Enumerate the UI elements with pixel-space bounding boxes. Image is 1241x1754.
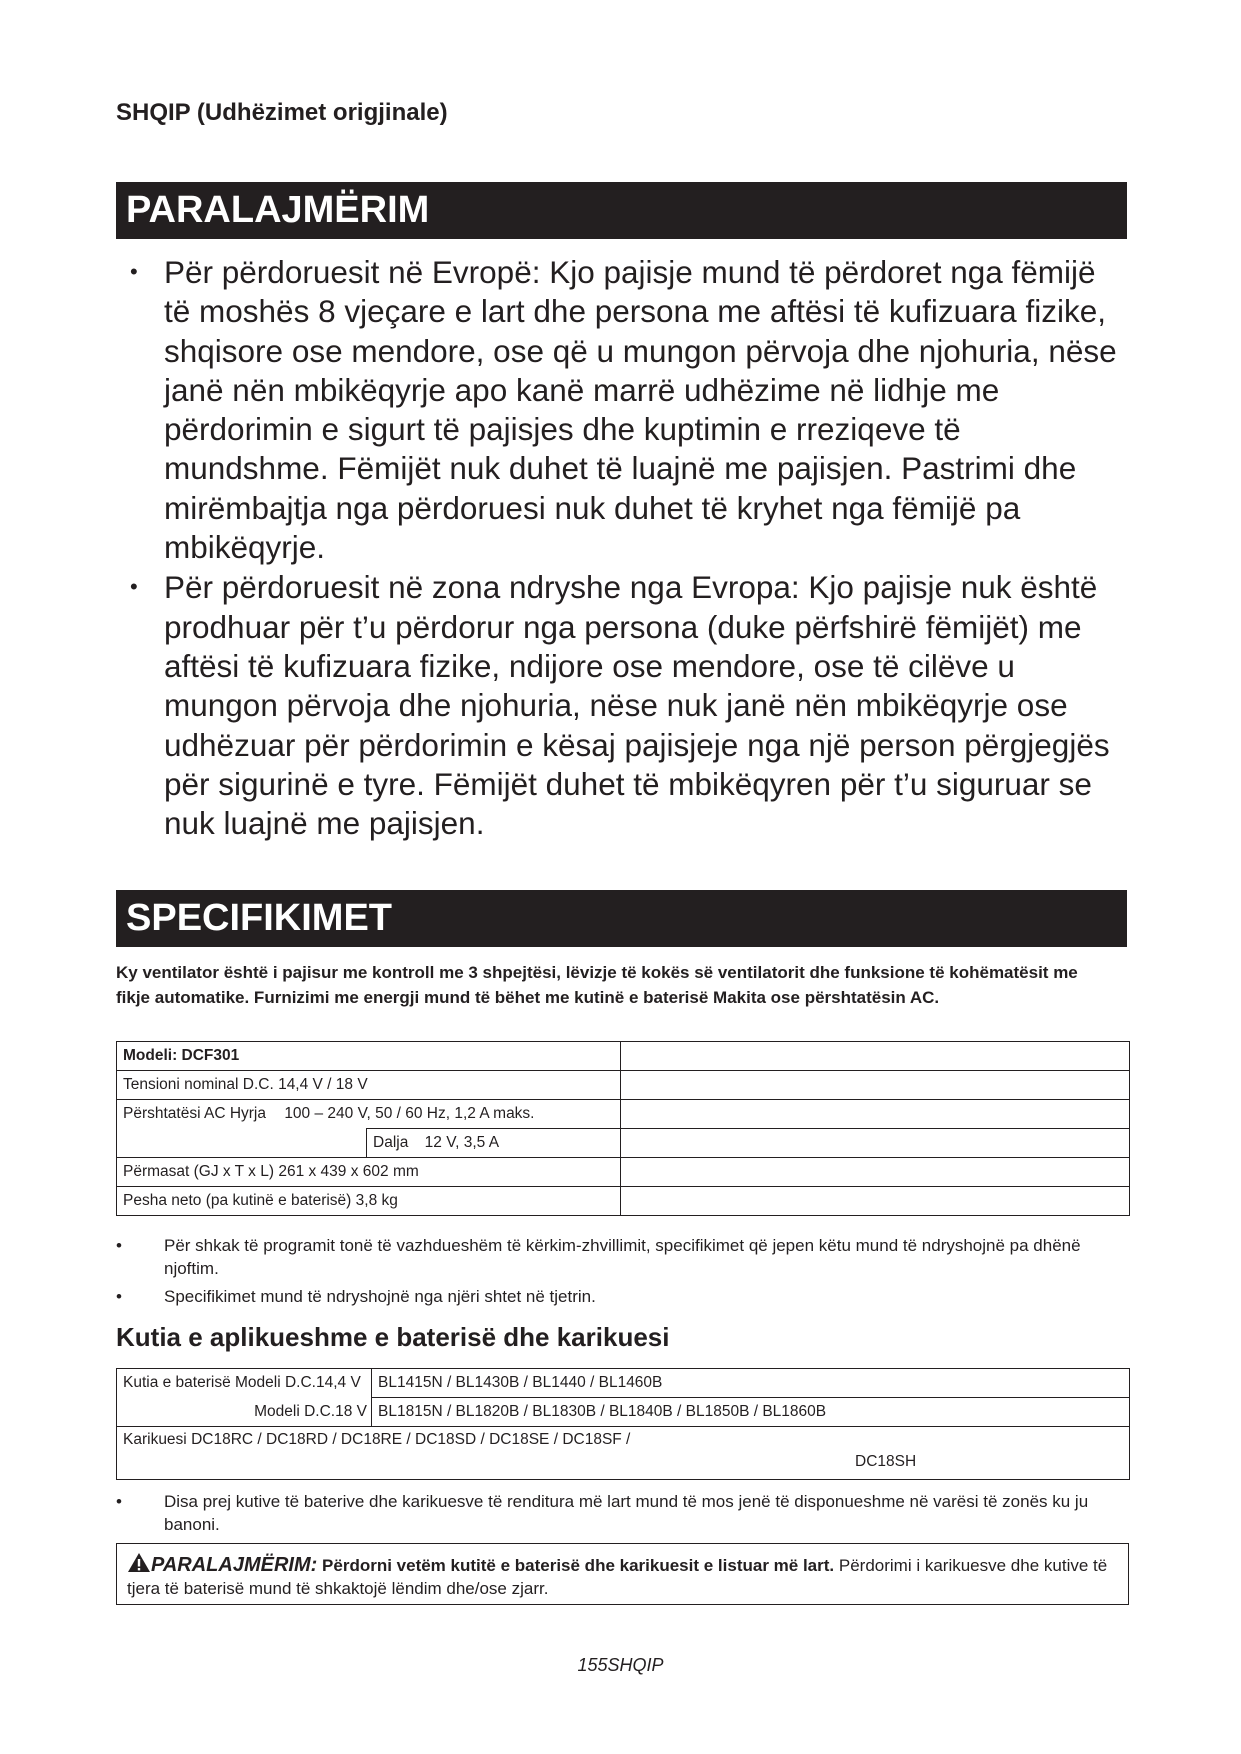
note-text: Specifikimet mund të ndryshojnë nga njëri shtet në tjetrin. [164,1287,596,1306]
adapter-label: Përshtatësi AC Hyrja [123,1105,266,1122]
empty-cell [621,1100,1130,1129]
bullet-icon: • [116,1287,122,1306]
warning-list [116,252,1127,843]
battery-18-cell: BL1815N / BL1820B / BL1830B / BL1840B / BL1850B / BL1860B [372,1398,1130,1427]
charger-last-model: DC18SH [855,1453,917,1470]
adapter-input-cell [117,1100,621,1129]
table-row [117,1071,1130,1100]
list-item [116,1285,1127,1308]
model-cell: Modeli: DCF301 [117,1042,621,1071]
specs-notes [116,1234,1127,1313]
warning-text: Përdorimi i karikuesve dhe kutive të tjera të baterisë mund të shkaktojë lëndim dhe/ose zjarr. [127,1556,1108,1598]
specs-section-title: SPECIFIKIMET [116,890,1127,947]
empty-cell [117,1129,367,1158]
charger-cell [117,1427,1130,1480]
table-row [117,1427,1130,1480]
empty-cell [621,1187,1130,1216]
table-row [117,1398,1130,1427]
note-text: Për shkak të programit tonë të vazhdueshëm të kërkim-zhvillimit, specifikimet që jepen këtu mund të ndryshojnë pa dhënë njoftim. [164,1236,1081,1278]
note-text: Disa prej kutive të baterive dhe karikuesve të renditura më lart mund të mos jenë të disponueshme në varësi të zonës ku ju banoni. [164,1492,1089,1534]
bullet-icon: • [116,1492,122,1511]
table-row [117,1369,1130,1398]
empty-cell [621,1129,1130,1158]
warning-item-text: Për përdoruesit në zona ndryshe nga Evropa: Kjo pajisje nuk është prodhuar për t’u përdorur nga persona (duke përfshirë fëmijët) me aftësi të kufizuara fizike, ndijore ose mendore, ose të cilëve u mungon përvoja dhe njohuria, nëse nuk janë nën mbikëqyrje ose udhëzuar për përdorimin e kësaj pajisjeje nga një person përgjegjës për sigurinë e tyre. Fëmijët duhet të mbikëqyren për t’u siguruar se nuk luajnë me pajisjen. [164,569,1110,842]
warning-section-title: PARALAJMËRIM [116,182,1127,239]
warning-label: PARALAJMËRIM: [151,1554,318,1576]
battery-notes [116,1490,1127,1541]
empty-cell [621,1071,1130,1100]
list-item [116,1490,1127,1536]
battery-label-cell: Kutia e baterisë Modeli D.C.14,4 V [117,1369,372,1398]
bullet-icon: • [116,1236,122,1255]
warning-strong-text: Përdorni vetëm kutitë e baterisë dhe karikuesit e listuar më lart. [322,1556,835,1575]
battery-18-label-cell: Modeli D.C.18 V [117,1398,372,1427]
language-title: SHQIP (Udhëzimet origjinale) [116,99,448,126]
table-row [117,1042,1130,1071]
table-row [117,1129,1130,1158]
adapter-output-label: Dalja [373,1134,409,1151]
specs-table [116,1041,1130,1216]
bullet-icon: • [130,259,138,284]
charger-models: DC18RC / DC18RD / DC18RE / DC18SD / DC18SE / DC18SF / [191,1431,631,1448]
specs-intro: Ky ventilator është i pajisur me kontroll me 3 shpejtësi, lëvizje të kokës së ventilatorit dhe funksione të kohëmatësit me fikje automatike. Furnizimi me energji mund të bëhet me kutinë e baterisë Makita ose përshtatësin AC. [116,963,1078,1007]
adapter-output-cell [367,1129,621,1158]
warning-item-text: Për përdoruesit në Evropë: Kjo pajisje mund të përdoret nga fëmijë të moshës 8 vjeçare e lart dhe persona me aftësi të kufizuara fizike, shqisore ose mendore, ose që u mungon përvoja dhe njohuria, nëse janë nën mbikëqyrje apo kanë marrë udhëzime në lidhje me përdorimin e sigurt të pajisjes dhe kuptimin e rreziqeve të mundshme. Fëmijët nuk duhet të luajnë me pajisjen. Pastrimi dhe mirëmbajtja nga përdoruesi nuk duhet të kryhet nga fëmijë pa mbikëqyrje. [164,254,1117,566]
bullet-icon: • [130,574,138,600]
empty-cell [621,1158,1130,1187]
battery-144-cell: BL1415N / BL1430B / BL1440 / BL1460B [372,1369,1130,1398]
table-row [117,1100,1130,1129]
battery-warning-box [116,1543,1129,1605]
voltage-cell: Tensioni nominal D.C. 14,4 V / 18 V [117,1071,621,1100]
warning-item [116,252,1127,567]
warning-item [116,567,1127,843]
adapter-output: 12 V, 3,5 A [424,1134,500,1151]
dimensions-cell: Përmasat (GJ x T x L) 261 x 439 x 602 mm [117,1158,621,1187]
charger-label: Karikuesi [123,1431,187,1448]
empty-cell [621,1042,1130,1071]
weight-cell: Pesha neto (pa kutinë e baterisë) 3,8 kg [117,1187,621,1216]
table-row [117,1187,1130,1216]
adapter-input: 100 – 240 V, 50 / 60 Hz, 1,2 A maks. [284,1105,535,1122]
battery-section-title: Kutia e aplikueshme e baterisë dhe karikuesi [116,1322,670,1352]
list-item [116,1234,1127,1280]
warning-triangle-icon [127,1552,151,1573]
page-number: 155SHQIP [577,1655,664,1675]
battery-table [116,1368,1130,1480]
table-row [117,1158,1130,1187]
